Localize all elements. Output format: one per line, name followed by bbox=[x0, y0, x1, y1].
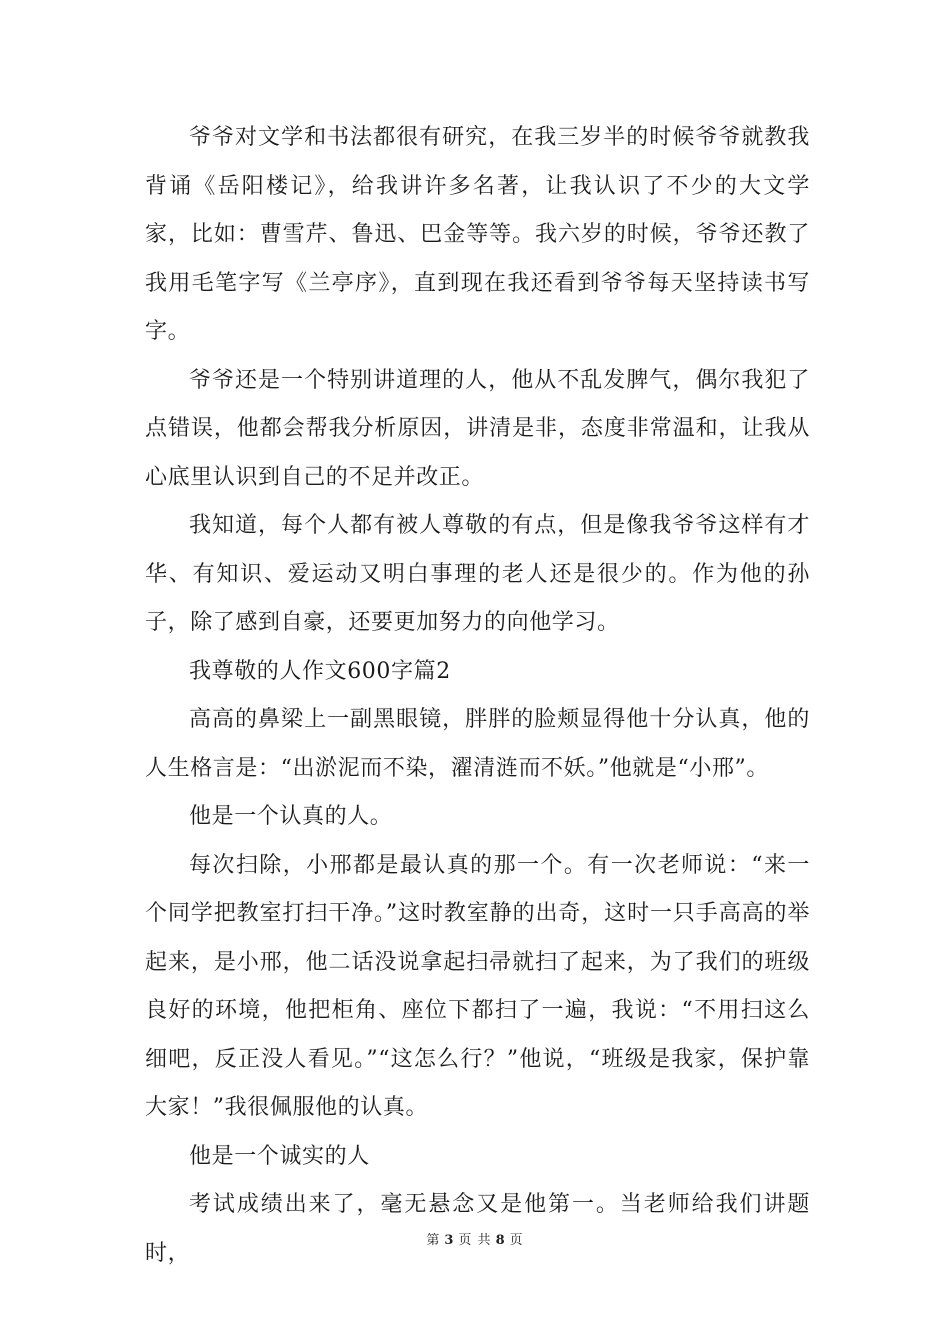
paragraph: 考试成绩出来了，毫无悬念又是他第一。当老师给我们讲题时， bbox=[145, 1192, 810, 1266]
paragraph: 爷爷对文学和书法都很有研究，在我三岁半的时候爷爷就教我背诵《岳阳楼记》，给我讲许多名著，让我认识了不少的大文学家，比如：曹雪芹、鲁迅、巴金等等。我六岁的时候，爷爷还教了我用毛笔字写《兰亭序》，直到现在我还看到爷爷每天坚持读书写字。 bbox=[145, 125, 810, 344]
total-pages-number: 8 bbox=[495, 1233, 506, 1248]
paragraph: 爷爷还是一个特别讲道理的人，他从不乱发脾气，偶尔我犯了点错误，他都会帮我分析原因，讲清是非，态度非常温和，让我从心底里认识到自己的不足并改正。 bbox=[145, 367, 810, 490]
paragraph: 每次扫除，小邢都是最认真的那一个。有一次老师说：“来一个同学把教室打扫干净。”这时教室静的出奇，这时一只手高高的举起来，是小邢，他二话没说拿起扫帚就扫了起来，为了我们的班级良好的环境，他把柜角、座位下都扫了一遍，我说：“不用扫这么细吧，反正没人看见。”“这怎么行？”他说，“班级是我家，保护靠大家！”我很佩服他的认真。 bbox=[145, 852, 810, 1120]
section-heading: 我尊敬的人作文600字篇2 bbox=[189, 658, 451, 684]
paragraph: 我知道，每个人都有被人尊敬的有点，但是像我爷爷这样有才华、有知识、爱运动又明白事理的老人还是很少的。作为他的孙子，除了感到自豪，还要更加努力的向他学习。 bbox=[145, 513, 810, 635]
paragraph: 他是一个诚实的人 bbox=[189, 1143, 370, 1169]
paragraph: 他是一个认真的人。 bbox=[189, 804, 393, 829]
footer-middle: 页 共 bbox=[458, 1233, 492, 1248]
page-footer bbox=[0, 1232, 950, 1250]
document-body bbox=[145, 114, 810, 1278]
paragraph: 高高的鼻梁上一副黑眼镜，胖胖的脸颊显得他十分认真，他的人生格言是：“出淤泥而不染，濯清涟而不妖。”他就是“小邢”。 bbox=[145, 707, 810, 781]
current-page-number: 3 bbox=[444, 1233, 455, 1248]
footer-suffix: 页 bbox=[509, 1233, 524, 1248]
footer-prefix: 第 bbox=[426, 1233, 441, 1248]
